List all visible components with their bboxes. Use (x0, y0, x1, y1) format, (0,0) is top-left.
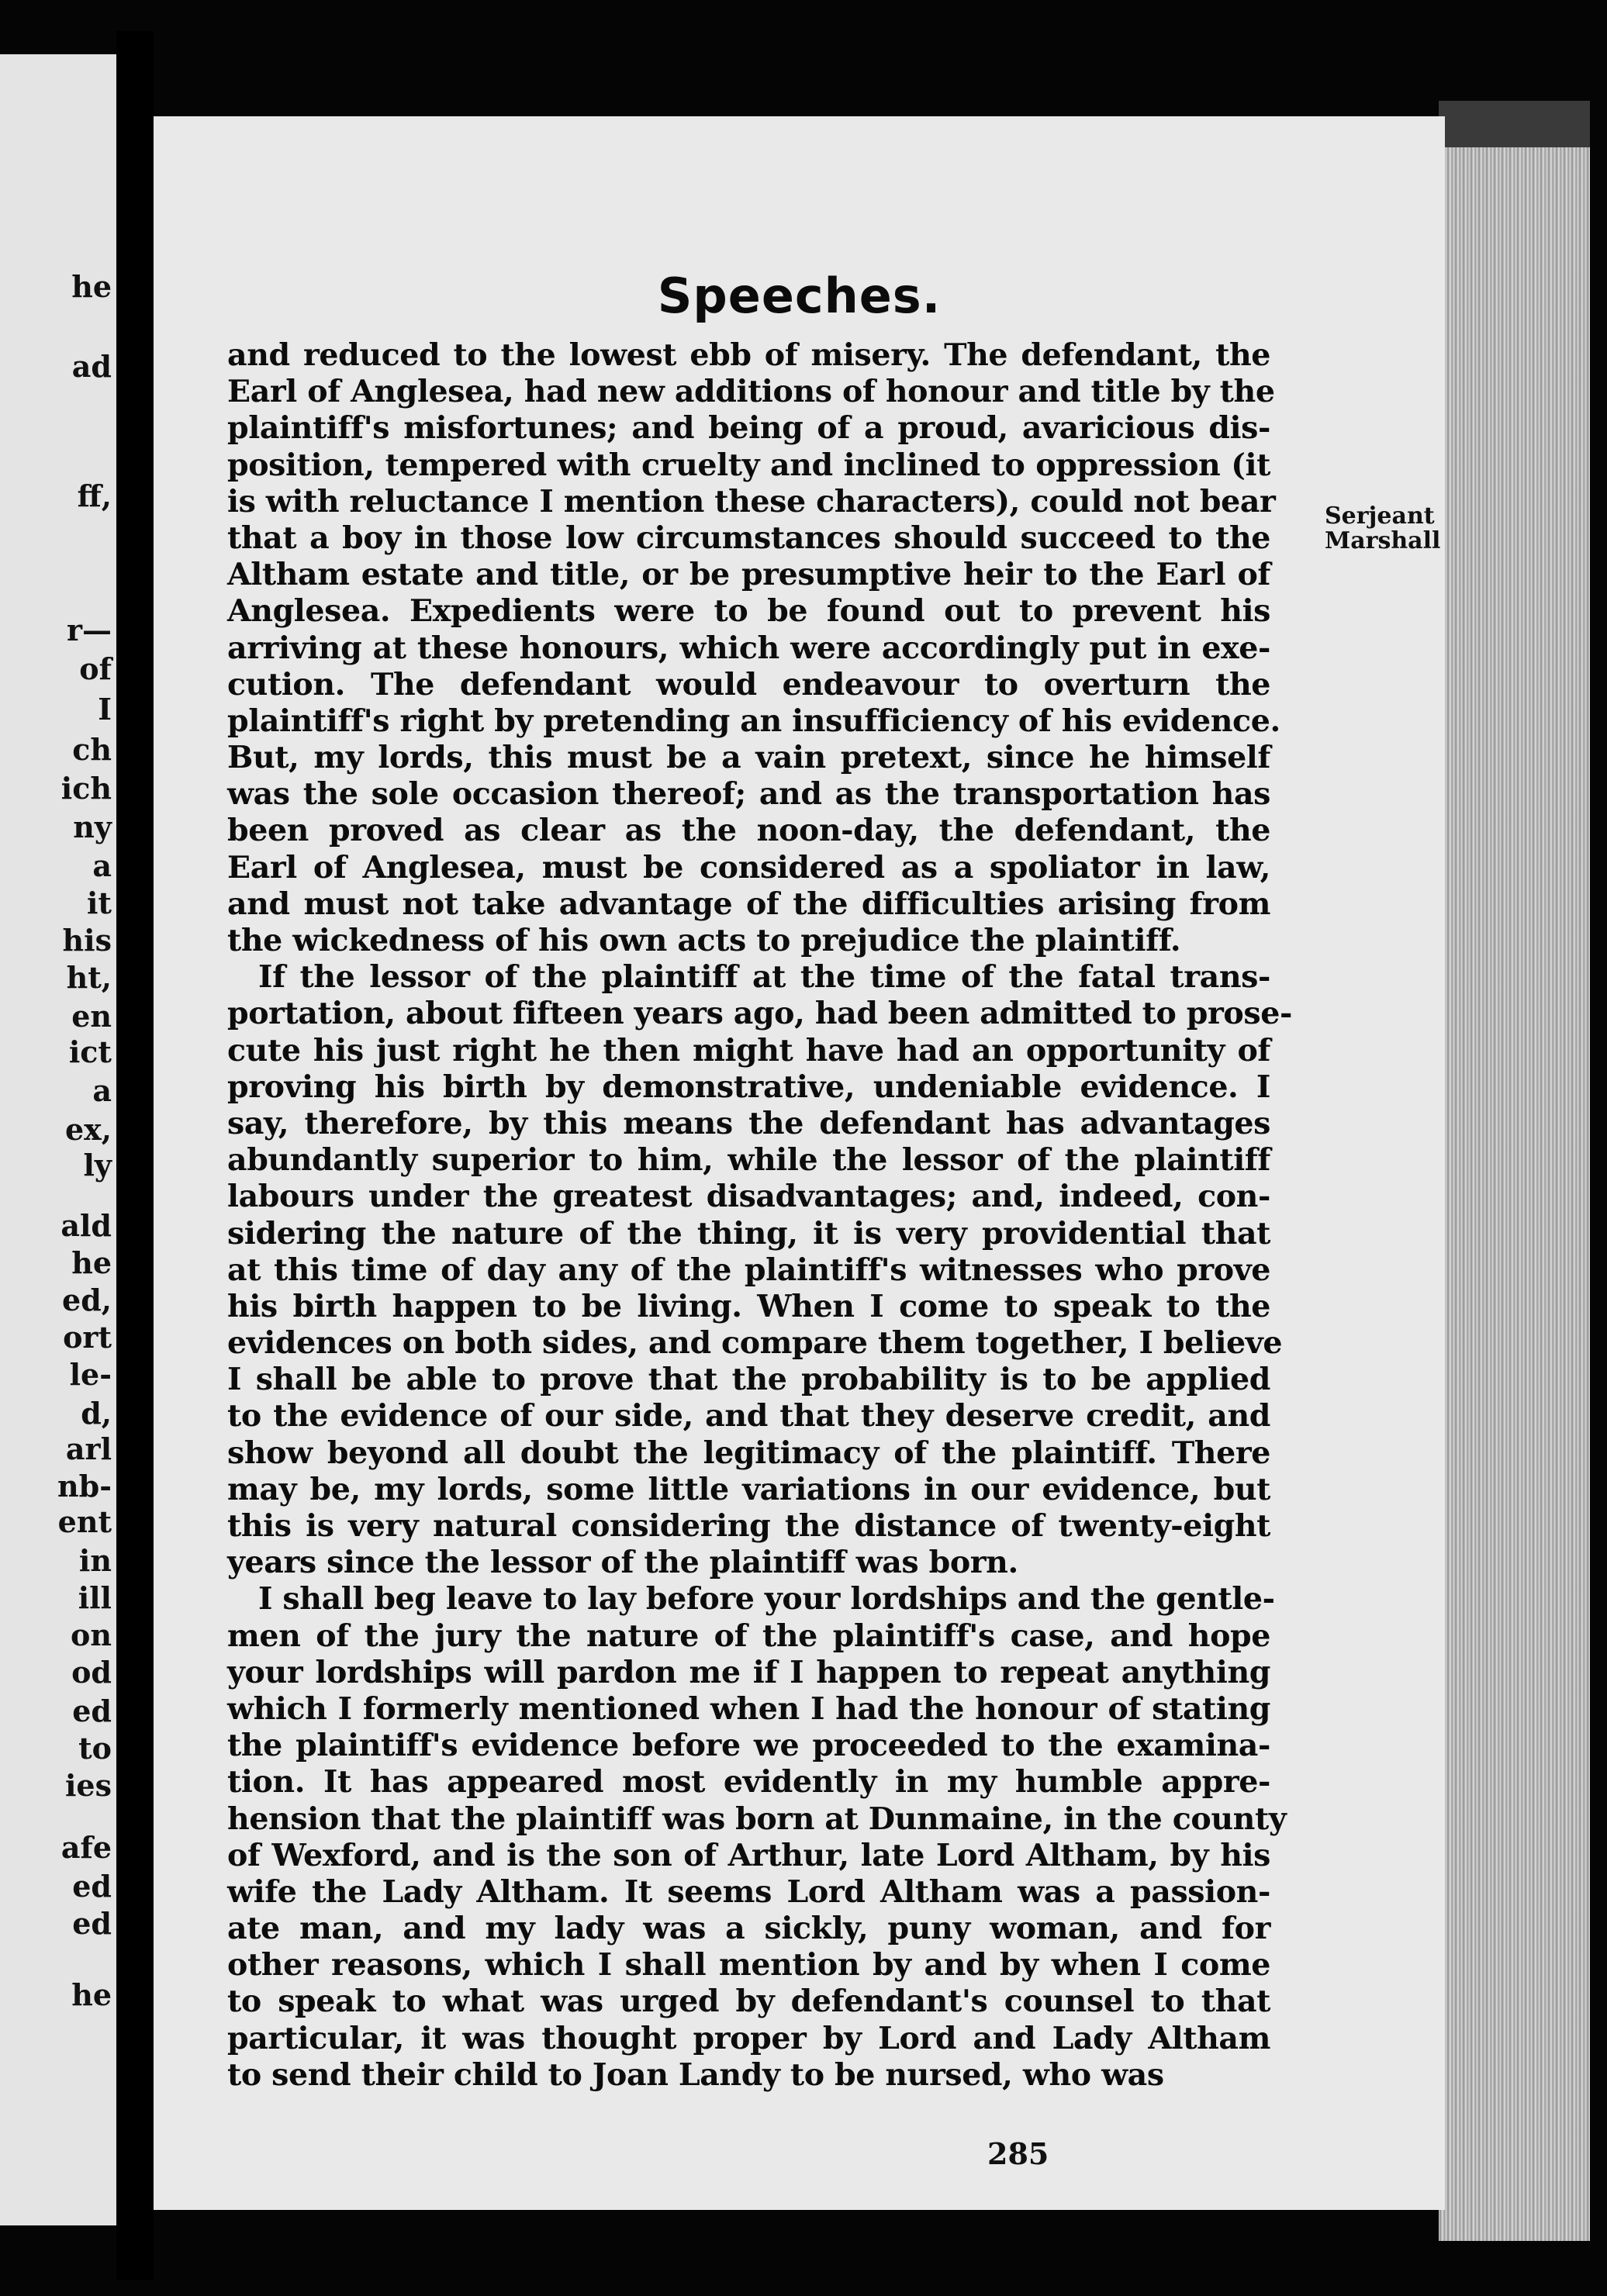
facing-page-fragment: d, (81, 1396, 112, 1431)
facing-page-fragment: ex, (64, 1112, 112, 1147)
facing-page-fragment: I (98, 692, 112, 727)
text-line: years since the lessor of the plaintiff was born. (227, 1545, 1018, 1581)
facing-page-fragment: ich (60, 771, 112, 806)
page-body-text (227, 337, 1292, 2094)
facing-page-fragment: le- (69, 1357, 112, 1392)
facing-page-fragment: ff, (77, 478, 112, 513)
text-line: his birth happen to be living. When I come to speak to the (227, 1288, 1270, 1324)
facing-page-fragment: he (71, 269, 112, 304)
text-line: the wickedness of his own acts to prejudice the plaintiff. (227, 923, 1181, 958)
facing-page-fragment: a (92, 1073, 112, 1108)
facing-page-fragment: arl (65, 1431, 112, 1466)
facing-page-fragment: nb- (57, 1469, 112, 1504)
text-line: and reduced to the lowest ebb of misery. The defendant, the (227, 337, 1270, 373)
facing-page-fragment: ies (64, 1768, 112, 1803)
text-line: been proved as clear as the noon-day, the defendant, the (227, 813, 1270, 849)
facing-page-fragment: ed (72, 1869, 112, 1904)
facing-page-fragment: ed (72, 1906, 112, 1941)
facing-page-fragment: ort (63, 1320, 112, 1355)
text-line: Altham estate and title, or be presumptive heir to the Earl of (227, 557, 1270, 593)
facing-page-fragment: of (79, 651, 112, 686)
book-fore-edge (1439, 101, 1590, 2241)
facing-page-fragment: ill (78, 1580, 112, 1615)
text-line: which I formerly mentioned when I had the honour of stating (227, 1690, 1270, 1727)
text-line: particular, it was thought proper by Lord and Lady Altham (227, 2020, 1270, 2056)
margin-speaker-note: Serjeant Marshall (1325, 502, 1441, 554)
text-line: wife the Lady Altham. It seems Lord Altham was a passion- (227, 1873, 1270, 1910)
text-line: other reasons, which I shall mention by and by when I come (227, 1947, 1270, 1984)
facing-page-fragment: ald (60, 1208, 112, 1243)
text-line: labours under the greatest disadvantages; and, indeed, con- (227, 1179, 1270, 1215)
text-line: If the lessor of the plaintiff at the time of the fatal trans- (258, 959, 1270, 996)
facing-page-fragment: ed, (62, 1283, 112, 1317)
text-line: I shall beg leave to lay before your lordships and the gentle- (258, 1581, 1275, 1618)
text-line: ate man, and my lady was a sickly, puny woman, and for (227, 1911, 1270, 1947)
facing-page-fragment: en (71, 999, 112, 1034)
text-line: Earl of Anglesea, had new additions of honour and title by the (227, 374, 1275, 410)
text-line: position, tempered with cruelty and inclined to oppression (it (227, 447, 1270, 483)
facing-page-fragment: he (71, 1245, 112, 1280)
book-fore-edge-shadow (1439, 101, 1590, 147)
text-line: plaintiff's right by pretending an insufficiency of his evidence. (227, 703, 1280, 739)
text-line: and must not take advantage of the difficulties arising from (227, 886, 1270, 922)
text-line: was the sole occasion thereof; and as the transportation has (227, 776, 1270, 813)
facing-page-fragment: to (78, 1731, 112, 1766)
running-heading: Speeches. (657, 268, 942, 324)
text-line: arriving at these honours, which were accordingly put in exe- (227, 630, 1270, 666)
book-page (154, 116, 1445, 2210)
facing-page-fragment: ht, (66, 960, 112, 995)
text-line: plaintiff's misfortunes; and being of a proud, avaricious dis- (227, 410, 1270, 447)
facing-page-fragment: his (62, 923, 112, 958)
facing-page-fragment: ent (57, 1504, 112, 1539)
facing-page-fragment: r— (66, 613, 112, 647)
text-line: to send their child to Joan Landy to be nursed, who was (227, 2056, 1164, 2093)
text-line: show beyond all doubt the legitimacy of the plaintiff. There (227, 1435, 1270, 1471)
text-line: the plaintiff's evidence before we proceeded to the examina- (227, 1728, 1270, 1764)
text-line: at this time of day any of the plaintiff's witnesses who prove (227, 1252, 1270, 1288)
facing-page-fragment: ch (72, 732, 112, 767)
text-line: to the evidence of our side, and that they deserve credit, and (227, 1398, 1270, 1435)
facing-page-fragment: ly (83, 1148, 112, 1183)
text-line: Earl of Anglesea, must be considered as a spoliator in law, (227, 849, 1270, 886)
text-line: But, my lords, this must be a vain pretext, since he himself (227, 740, 1270, 776)
text-line: portation, about fifteen years ago, had been admitted to prose- (227, 996, 1292, 1032)
page-number: 285 (987, 2136, 1049, 2171)
text-line: your lordships will pardon me if I happen to repeat anything (227, 1654, 1270, 1690)
text-line: that a boy in those low circumstances should succeed to the (227, 520, 1270, 556)
text-line: abundantly superior to him, while the lessor of the plaintiff (227, 1142, 1270, 1179)
text-line: men of the jury the nature of the plaintiff's case, and hope (227, 1618, 1270, 1654)
facing-page-fragment: he (71, 1977, 112, 2012)
facing-page-fragment: ict (68, 1034, 112, 1069)
facing-page-fragment: ed (72, 1694, 112, 1728)
text-line: evidences on both sides, and compare them together, I believe (227, 1325, 1283, 1362)
facing-page-fragment: it (87, 886, 112, 920)
text-line: tion. It has appeared most evidently in my humble appre- (227, 1764, 1270, 1801)
text-line: sidering the nature of the thing, it is very providential that (227, 1215, 1270, 1252)
text-line: may be, my lords, some little variations in our evidence, but (227, 1471, 1270, 1507)
facing-page-fragment: on (71, 1618, 112, 1652)
facing-page-left (0, 54, 116, 2225)
facing-page-fragment: in (78, 1543, 112, 1578)
facing-page-fragment: od (71, 1655, 112, 1690)
book-gutter (116, 31, 154, 2280)
text-line: I shall be able to prove that the probability is to be applied (227, 1362, 1270, 1398)
text-line: hension that the plaintiff was born at Dunmaine, in the county (227, 1801, 1287, 1837)
text-line: to speak to what was urged by defendant's counsel to that (227, 1984, 1270, 2020)
facing-page-fragment: a (92, 848, 112, 883)
text-line: cution. The defendant would endeavour to overturn the (227, 666, 1270, 703)
text-line: of Wexford, and is the son of Arthur, late Lord Altham, by his (227, 1837, 1270, 1873)
facing-page-fragment: ny (73, 810, 112, 844)
text-line: this is very natural considering the distance of twenty-eight (227, 1508, 1270, 1544)
facing-page-fragment: afe (60, 1830, 112, 1865)
text-line: is with reluctance I mention these characters), could not bear (227, 483, 1276, 520)
text-line: proving his birth by demonstrative, undeniable evidence. I (227, 1069, 1270, 1105)
text-line: say, therefore, by this means the defendant has advantages (227, 1105, 1270, 1141)
text-line: cute his just right he then might have had an opportunity of (227, 1032, 1270, 1069)
text-line: Anglesea. Expedients were to be found out to prevent his (227, 593, 1270, 630)
facing-page-fragment: ad (71, 349, 112, 384)
